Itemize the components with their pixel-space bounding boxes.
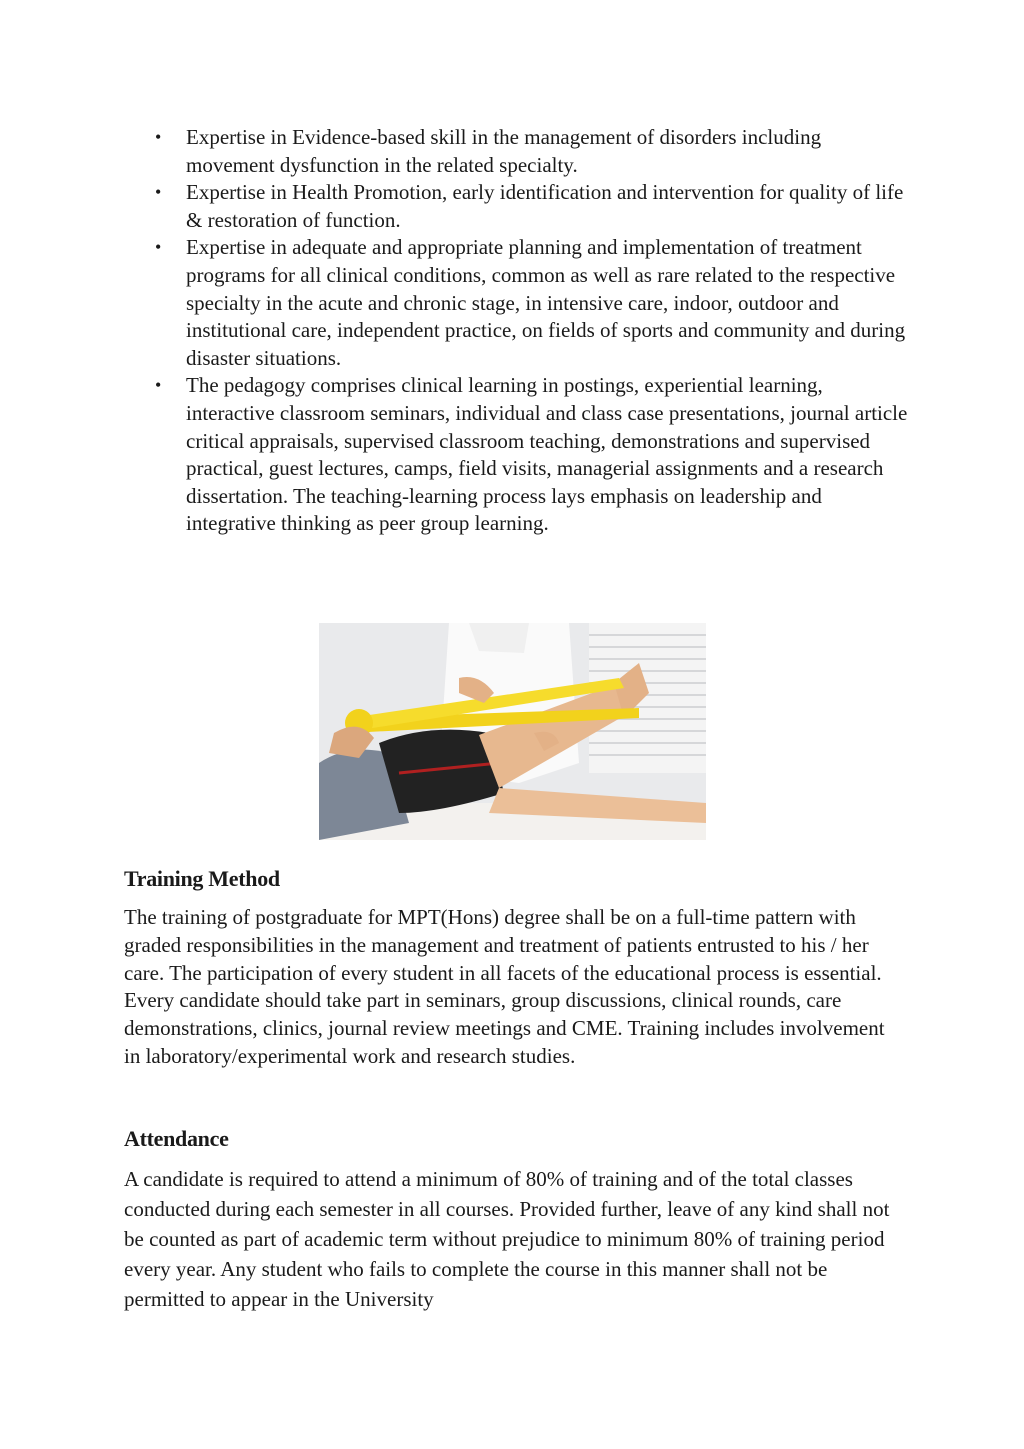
list-item [152,234,912,372]
list-item [152,124,912,179]
list-item [152,372,912,538]
list-item-text: Expertise in adequate and appropriate planning and implementation of treatment programs for all clinical conditions, common as well as rare related to the respective specialty in the acute and chronic stage, in intensive care, indoor, outdoor and institutional care, independent practice, on fields of sports and community and during disaster situations. [186,235,906,370]
physiotherapy-illustration [319,623,706,840]
attendance-heading: Attendance [124,1126,229,1151]
attendance-paragraph: A candidate is required to attend a minimum of 80% of training and of the total classes conducted during each semester in all courses. Provided further, leave of any kind shall not be counted as part of academic term without prejudice to minimum 80% of training period every year. Any student who fails to complete the course in this manner shall not be permitted to appear in the University [124,1167,890,1311]
bullet-list [152,124,912,538]
bullet-icon: • [155,237,162,258]
bullet-icon: • [155,127,162,147]
training-method-paragraph: The training of postgraduate for MPT(Hons) degree shall be on a full-time pattern with graded responsibilities in the management and treatment of patients entrusted to his / her care. The participation of every student in all facets of the educational process is essential. Every candidate should take part in seminars, group discussions, clinical rounds, care demonstrations, clinics, journal review meetings and CME. Training includes involvement in laboratory/experimental work and research studies. [124,905,885,1068]
list-item-text: The pedagogy comprises clinical learning in postings, experiential learning, interactive classroom seminars, individual and class case presentations, journal article critical appraisals, supervised classroom teaching, demonstrations and supervised practical, guest lectures, camps, field visits, managerial assignments and a research dissertation. The teaching-learning process lays emphasis on leadership and integrative thinking as peer group learning. [186,373,908,536]
list-item-text: Expertise in Health Promotion, early identification and intervention for quality of life & restoration of function. [186,180,904,232]
training-method-heading: Training Method [124,866,280,891]
bullet-icon: • [155,182,162,203]
list-item [152,179,912,234]
physiotherapy-photo [319,623,706,840]
bullet-icon: • [155,375,162,396]
list-item-text: Expertise in Evidence-based skill in the management of disorders including movement dysfunction in the related specialty. [186,125,822,177]
